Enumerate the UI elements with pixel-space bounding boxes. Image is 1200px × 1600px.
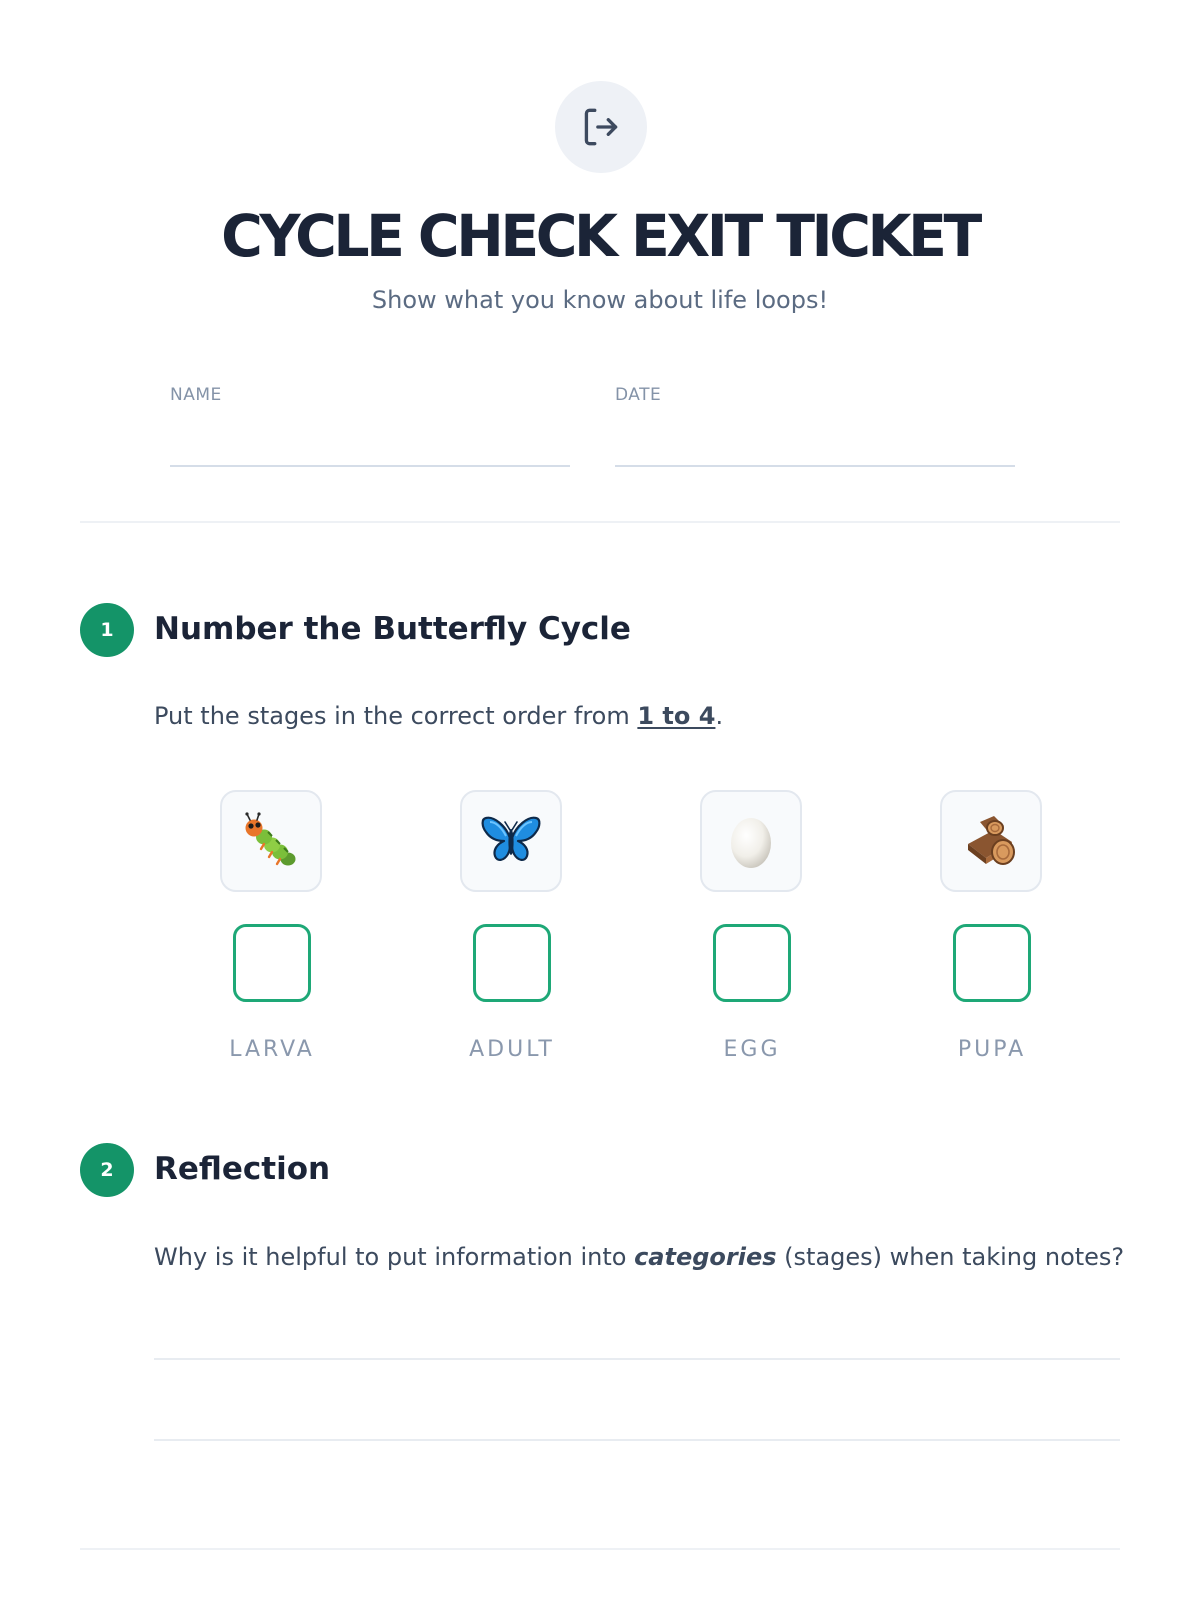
name-label: NAME — [170, 385, 222, 405]
question-prompt: Why is it helpful to put information into categories (stages) when taking notes? — [154, 1243, 1125, 1271]
caterpillar-icon — [220, 790, 322, 892]
question-title: Number the Butterfly Cycle — [154, 611, 631, 647]
stage-label: LARVA — [229, 1037, 315, 1062]
stage-label: EGG — [723, 1037, 781, 1062]
question-instruction: Put the stages in the correct order from 1 to 4. — [154, 702, 724, 730]
name-input-line[interactable] — [170, 465, 570, 467]
exit-ticket-page — [80, 0, 1125, 1600]
stage-number-box[interactable] — [233, 924, 311, 1002]
stage-card — [653, 790, 853, 1060]
stage-number-box[interactable] — [953, 924, 1031, 1002]
stage-card — [893, 790, 1093, 1060]
stage-number-box[interactable] — [473, 924, 551, 1002]
date-input-line[interactable] — [615, 465, 1015, 467]
stage-card — [173, 790, 373, 1060]
exit-icon — [555, 81, 647, 173]
stage-label: PUPA — [957, 1037, 1027, 1062]
stage-number-box[interactable] — [713, 924, 791, 1002]
butterfly-icon — [460, 790, 562, 892]
question-number-badge: 1 — [80, 603, 134, 657]
categories-emphasis: categories — [634, 1243, 777, 1271]
answer-line[interactable] — [154, 1439, 1120, 1441]
egg-icon — [700, 790, 802, 892]
section-divider — [80, 521, 1120, 523]
date-field[interactable] — [615, 383, 1015, 407]
name-field[interactable] — [170, 383, 570, 407]
question-title: Reflection — [154, 1151, 331, 1187]
log-icon — [940, 790, 1042, 892]
page-title: CYCLE CHECK EXIT TICKET — [221, 202, 979, 270]
answer-line[interactable] — [154, 1358, 1120, 1360]
stage-label: ADULT — [469, 1037, 555, 1062]
stage-card — [413, 790, 613, 1060]
order-range: 1 to 4 — [637, 702, 716, 730]
date-label: DATE — [615, 385, 662, 405]
section-divider — [80, 1548, 1120, 1550]
question-number-badge: 2 — [80, 1143, 134, 1197]
page-subtitle: Show what you know about life loops! — [371, 286, 829, 314]
